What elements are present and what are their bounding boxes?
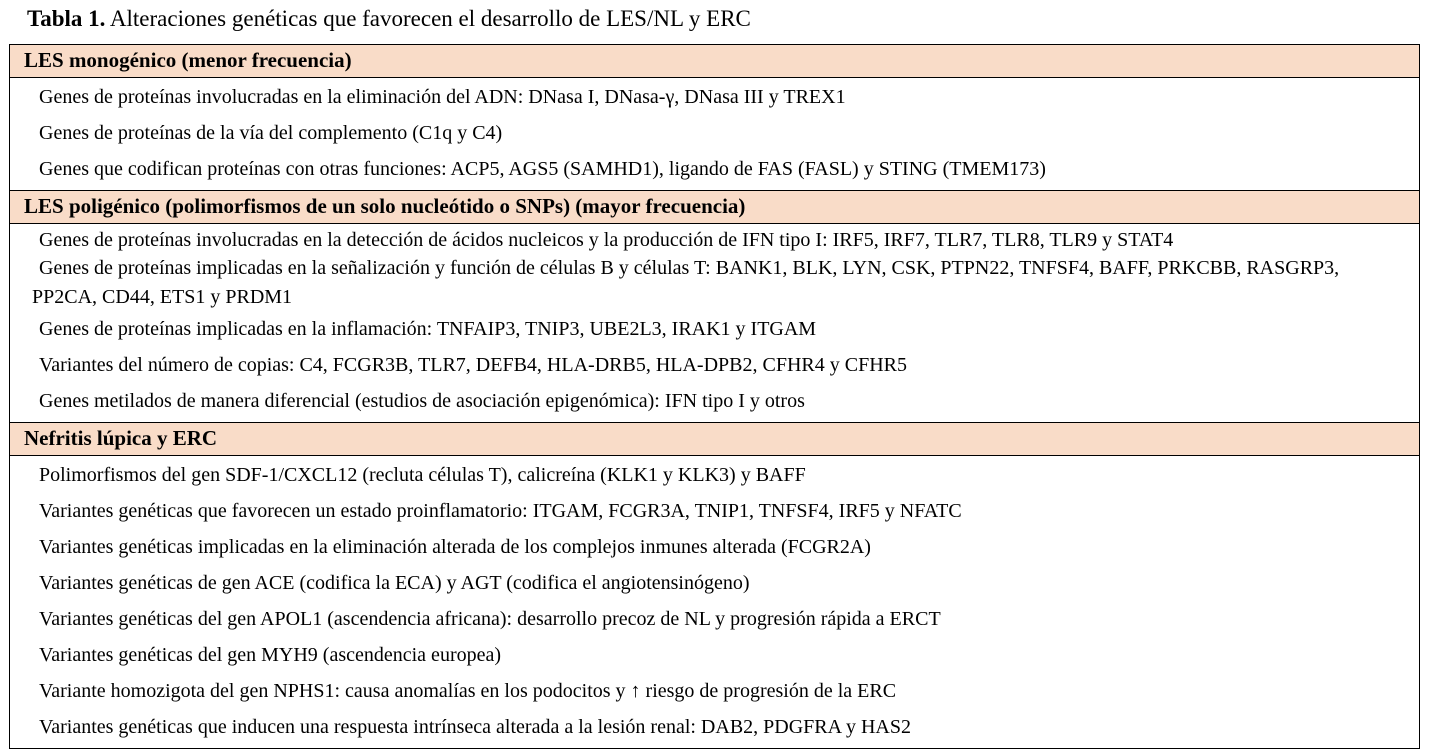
table-row: Genes metilados de manera diferencial (estudios de asociación epigenómica): IFN tipo I y otros xyxy=(39,390,805,412)
section-body-lupus-nephritis xyxy=(10,456,1419,748)
table-row: Genes de proteínas de la vía del complemento (C1q y C4) xyxy=(39,122,503,144)
table-row: Polimorfismos del gen SDF-1/CXCL12 (recluta células T), calicreína (KLK1 y KLK3) y BAFF xyxy=(39,464,806,486)
section-body-polygenic xyxy=(10,224,1419,422)
genetics-table xyxy=(9,44,1420,749)
section-header-polygenic: LES poligénico (polimorfismos de un solo nucleótido o SNPs) (mayor frecuencia) xyxy=(10,190,1419,224)
table-row: Genes de proteínas involucradas en la detección de ácidos nucleicos y la producción de IFN tipo I: IRF5, IRF7, TLR7, TLR8, TLR9 y STAT4 xyxy=(39,229,1174,251)
table-caption-label: Tabla 1. xyxy=(27,6,106,31)
table-caption xyxy=(27,4,751,34)
table-row: Variantes genéticas implicadas en la eliminación alterada de los complejos inmunes alterada (FCGR2A) xyxy=(39,536,871,558)
table-row: Variantes genéticas del gen MYH9 (ascendencia europea) xyxy=(39,644,502,666)
section-header-lupus-nephritis: Nefritis lúpica y ERC xyxy=(10,422,1419,456)
table-row: Genes que codifican proteínas con otras funciones: ACP5, AGS5 (SAMHD1), ligando de FAS (FASL) y STING (TMEM173) xyxy=(39,158,1046,180)
table-row: Genes de proteínas implicadas en la inflamación: TNFAIP3, TNIP3, UBE2L3, IRAK1 y ITGAM xyxy=(39,318,817,340)
table-caption-text: Alteraciones genéticas que favorecen el desarrollo de LES/NL y ERC xyxy=(105,6,751,31)
section-body-monogenic xyxy=(10,78,1419,190)
table-row: Genes de proteínas involucradas en la eliminación del ADN: DNasa I, DNasa-γ, DNasa III y TREX1 xyxy=(39,86,846,108)
table-row: Variantes genéticas que favorecen un estado proinflamatorio: ITGAM, FCGR3A, TNIP1, TNFSF4, IRF5 y NFATC xyxy=(39,500,962,522)
section-header-monogenic: LES monogénico (menor frecuencia) xyxy=(10,44,1419,78)
table-row: Variantes genéticas que inducen una respuesta intrínseca alterada a la lesión renal: DAB2, PDGFRA y HAS2 xyxy=(39,716,911,738)
table-row: Genes de proteínas implicadas en la señalización y función de células B y células T: BANK1, BLK, LYN, CSK, PTPN22, TNFSF4, BAFF, PRKCBB, RASGRP3, PP2CA, CD44, ETS1 y PRDM1 xyxy=(32,257,1340,308)
table-row: Variantes del número de copias: C4, FCGR3B, TLR7, DEFB4, HLA-DRB5, HLA-DPB2, CFHR4 y CFHR5 xyxy=(39,354,907,376)
table-row: Variantes genéticas de gen ACE (codifica la ECA) y AGT (codifica el angiotensinógeno) xyxy=(39,572,750,594)
table-row: Variante homozigota del gen NPHS1: causa anomalías en los podocitos y ↑ riesgo de progresión de la ERC xyxy=(39,680,897,702)
table-row: Variantes genéticas del gen APOL1 (ascendencia africana): desarrollo precoz de NL y progresión rápida a ERCT xyxy=(39,608,941,630)
